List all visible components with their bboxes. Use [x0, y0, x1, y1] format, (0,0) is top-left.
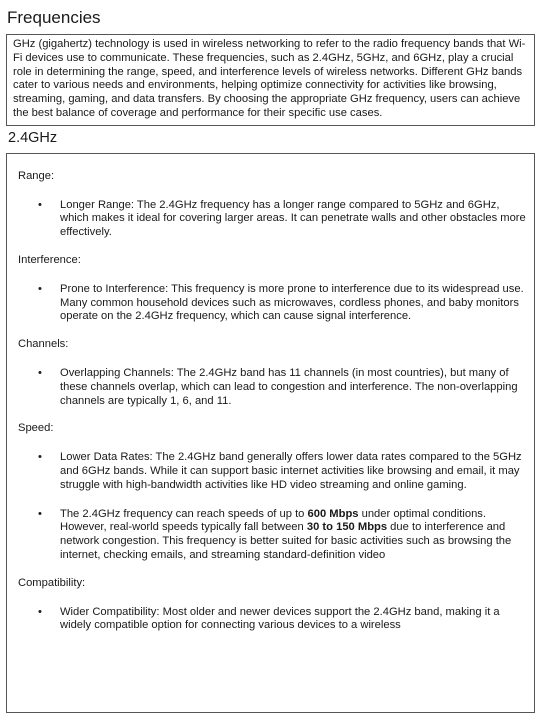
bullet-icon: • — [38, 366, 42, 379]
max-speed-value: 600 Mbps — [307, 507, 359, 520]
speed-list — [18, 451, 526, 563]
list-item — [18, 199, 526, 240]
speed-item-2-text — [60, 508, 511, 561]
list-item — [18, 508, 526, 563]
intro-text: GHz (gigahertz) technology is used in wireless networking to refer to the radio frequency bands that Wi-Fi devices use to communicate. These frequencies, such as 2.4GHz, 5GHz, and 6GHz, play a crucial role in determining the range, speed, and interference levels of wireless networks. Different GHz bands cater to various needs and environments, helping optimize connectivity for activities like browsing, streaming, gaming, and data transfers. By choosing the appropriate GHz frequency, users can achieve the best balance of coverage and performance for their specific use cases. — [13, 38, 526, 119]
range-label: Range: — [18, 169, 55, 182]
channels-item-text: Overlapping Channels: The 2.4GHz band has 11 channels (in most countries), but many of these channels overlap, which can lead to congestion and interference. The non-overlapping channels are typically 1, 6, and 11. — [60, 366, 518, 407]
list-item — [18, 606, 526, 634]
range-list — [18, 199, 526, 240]
page-title: Frequencies — [7, 8, 101, 27]
speed-text-part: The 2.4GHz frequency can reach speeds of up to — [60, 507, 308, 520]
channels-list — [18, 367, 526, 408]
list-item — [18, 283, 526, 324]
list-item — [18, 451, 526, 492]
section-heading: 2.4GHz — [8, 129, 58, 146]
bullet-icon: • — [38, 605, 42, 618]
list-item — [18, 367, 526, 408]
interference-item-text: Prone to Interference: This frequency is more prone to interference due to its widespread use. Many common household devices such as microwaves, cordless phones, and baby monitors operate on the 2.4GHz frequency, which can cause signal interference. — [60, 282, 524, 323]
compatibility-label: Compatibility: — [18, 576, 86, 589]
compatibility-list — [18, 606, 526, 634]
bullet-icon: • — [38, 451, 42, 464]
intro-box — [6, 34, 535, 126]
speed-text-part: due to interference and network congestion. This frequency is better suited for basic activities such as browsing the internet, checking emails, and streaming standard-definition video — [60, 521, 512, 561]
bullet-icon: • — [38, 282, 42, 295]
interference-list — [18, 283, 526, 324]
channels-label: Channels: — [18, 338, 69, 351]
speed-label: Speed: — [18, 422, 54, 435]
speed-text-part: under optimal conditions. However, real-world speeds typically fall between — [60, 507, 486, 534]
interference-label: Interference: — [18, 253, 81, 266]
bullet-icon: • — [38, 198, 42, 211]
speed-item-text: Lower Data Rates: The 2.4GHz band generally offers lower data rates compared to the 5GHz and 6GHz bands. While it can support basic internet activities like browsing and email, it may struggle with high-bandwidth activities like HD video streaming and online gaming. — [60, 451, 522, 491]
range-item-text: Longer Range: The 2.4GHz frequency has a longer range compared to 5GHz and 6GHz, which makes it ideal for covering larger areas. It can penetrate walls and other obstacles more effectively. — [60, 198, 526, 239]
bullet-icon: • — [38, 507, 42, 520]
compatibility-item-text: Wider Compatibility: Most older and newer devices support the 2.4GHz band, making it a widely compatible option for connecting various devices to a wireless — [60, 605, 500, 632]
section-box-2-4ghz — [6, 153, 535, 713]
real-speed-range: 30 to 150 Mbps — [306, 521, 388, 534]
